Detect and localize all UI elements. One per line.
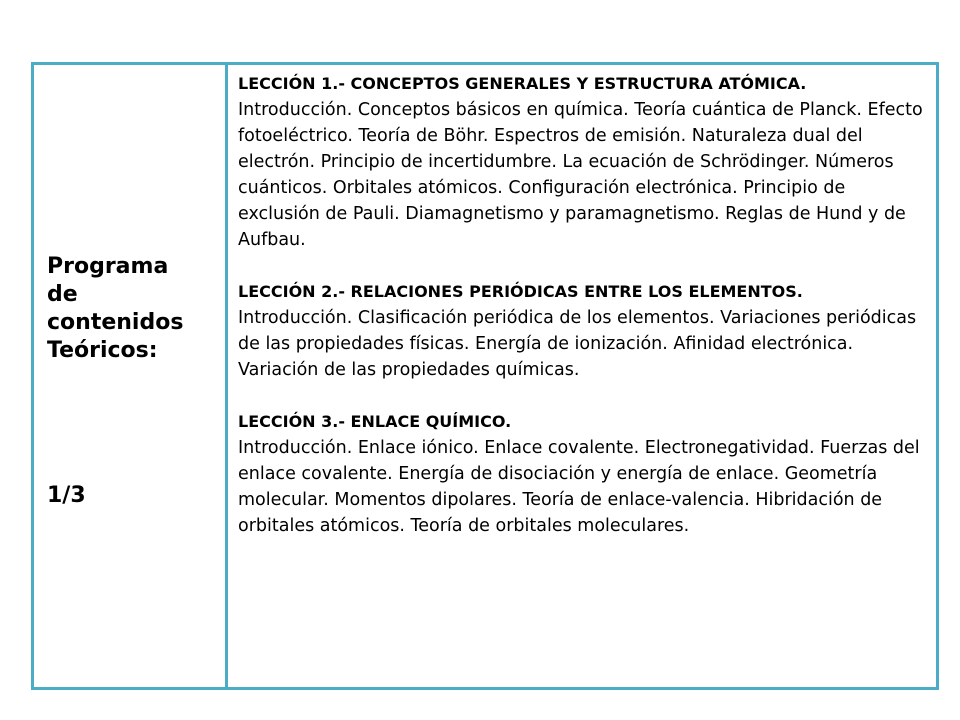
lesson-3-body: Introducción. Enlace iónico. Enlace covalente. Electronegatividad. Fuerzas del enlace covalente. Energía de disociación y energía de enlace. Geometría molecular. Momentos dipolares. Teoría de enlace-valencia. Hibridación de orbitales atómicos. Teoría de orbitales moleculares. — [238, 438, 920, 536]
lesson-2-body: Introducción. Clasificación periódica de los elementos. Variaciones periódicas de las propiedades físicas. Energía de ionización. Afinidad electrónica. Variación de las propiedades químicas. — [238, 308, 917, 380]
program-title: Programa de contenidos Teóricos: — [47, 254, 184, 363]
table-left-cell — [34, 65, 228, 687]
lesson-2 — [238, 279, 928, 383]
lesson-1-title: LECCIÓN 1.- CONCEPTOS GENERALES Y ESTRUCTURA ATÓMICA. — [238, 74, 807, 93]
content-table — [31, 62, 939, 690]
lesson-1 — [238, 71, 928, 253]
lesson-1-body: Introducción. Conceptos básicos en química. Teoría cuántica de Planck. Efecto fotoeléctrico. Teoría de Böhr. Espectros de emisión. Naturaleza dual del electrón. Principio de incertidumbre. La ecuación de Schrödinger. Números cuánticos. Orbitales atómicos. Configuración electrónica. Principio de exclusión de Pauli. Diamagnetismo y paramagnetismo. Reglas de Hund y de Aufbau. — [238, 100, 923, 250]
page-indicator: 1/3 — [47, 483, 86, 508]
lesson-2-title: LECCIÓN 2.- RELACIONES PERIÓDICAS ENTRE LOS ELEMENTOS. — [238, 282, 803, 301]
table-right-cell — [228, 65, 936, 687]
lesson-3-title: LECCIÓN 3.- ENLACE QUÍMICO. — [238, 412, 512, 431]
lesson-3 — [238, 409, 928, 539]
